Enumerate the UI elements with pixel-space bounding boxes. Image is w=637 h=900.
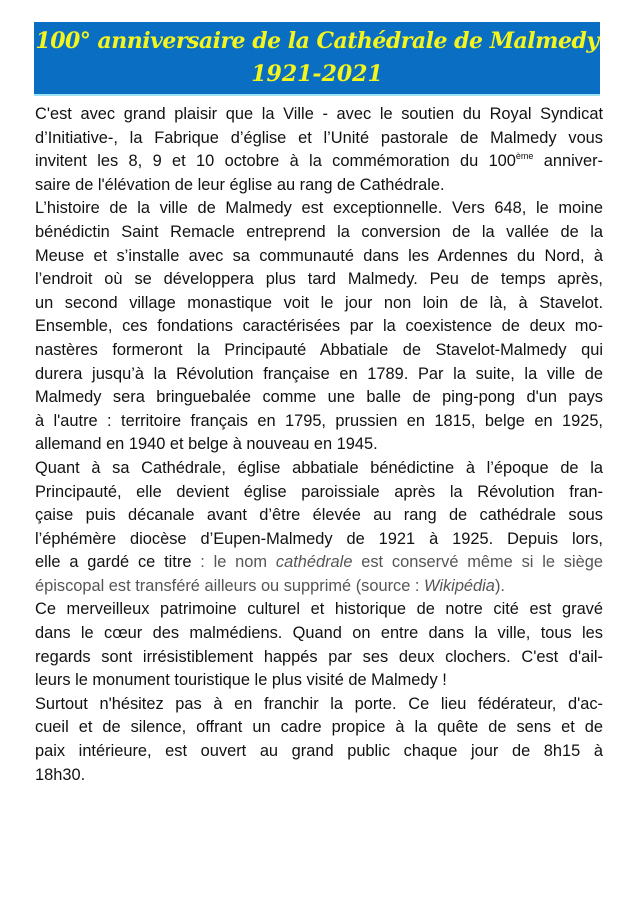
text-line: nastères formeront la Principauté Abbatiale de Stavelot-Malmedy qui — [35, 340, 603, 359]
source-citation: Wikipédia — [424, 576, 495, 595]
text-line: bénédictin Saint Remacle entreprend la conversion de la vallée de la — [35, 222, 603, 241]
text-line: Quant à sa Cathédrale, église abbatiale bénédictine à l’époque de la — [35, 458, 603, 477]
text-line: Surtout n'hésitez pas à en franchir la porte. Ce lieu fédérateur, d'ac- — [35, 694, 603, 713]
text-line: à l'autre : territoire français en 1795, prussien en 1815, belge en 1925, — [35, 411, 603, 430]
text-segment: anniver- — [533, 152, 603, 171]
quote-segment: est conservé même si le siège — [352, 553, 603, 572]
text-line: allemand en 1940 et belge à nouveau en 1945. — [35, 435, 378, 454]
text-line: C'est avec grand plaisir que la Ville - avec le soutien du Royal Syndicat — [35, 105, 603, 123]
quote-italic-term: cathédrale — [275, 553, 353, 572]
text-line: leurs le monument touristique le plus visité de Malmedy ! — [35, 671, 447, 690]
text-line: Ce merveilleux patrimoine culturel et historique de notre cité est gravé — [35, 600, 603, 619]
article-body — [35, 103, 603, 787]
text-line: paix intérieure, est ouvert au grand public chaque jour de 8h15 à — [35, 742, 603, 761]
text-line: dans le cœur des malmédiens. Quand on entre dans la ville, tous les — [35, 624, 603, 643]
superscript-ordinal: ème — [515, 151, 534, 162]
text-line: l’éphémère diocèse d’Eupen-Malmedy de 1921 à 1925. Depuis lors, — [35, 529, 603, 548]
text-line: L’histoire de la ville de Malmedy est exceptionnelle. Vers 648, le moine — [35, 199, 603, 218]
text-line: 18h30. — [35, 765, 86, 784]
quote-segment: épiscopal est transféré ailleurs ou supprimé (source : — [35, 576, 425, 595]
text-line: saire de l'élévation de leur église au rang de Cathédrale. — [35, 175, 445, 194]
text-line: regards sont irrésistiblement happés par ses deux clochers. C'est d'ail- — [35, 647, 603, 666]
text-line: durera jusqu’à la Révolution française en 1789. Par la suite, la ville de — [35, 364, 603, 383]
text-line — [35, 575, 603, 599]
text-line — [35, 150, 603, 174]
banner-years: 1921-2021 — [251, 61, 383, 87]
text-line: Ensemble, ces fondations caractérisées par la coexistence de deux mo- — [35, 317, 603, 336]
banner-title: 100° anniversaire de la Cathédrale de Malmedy — [35, 28, 599, 54]
text-line: Principauté, elle devient église paroissiale après la Révolution fran- — [35, 482, 603, 501]
text-line: l’endroit où se développera plus tard Malmedy. Peu de temps après, — [35, 270, 603, 289]
title-banner — [34, 22, 600, 96]
quote-segment: : le nom — [200, 553, 276, 572]
text-line: çaise puis décanale avant d’être élevée au rang de cathédrale sous — [35, 506, 603, 525]
text-line: un second village monastique voit le jour non loin de là, à Stavelot. — [35, 293, 603, 312]
text-line: Meuse et s’installe avec sa communauté dans les Ardennes du Nord, à — [35, 246, 603, 265]
quote-segment: ). — [494, 576, 505, 595]
text-line: Malmedy sera bringuebalée comme une balle de ping-pong d'un pays — [35, 388, 603, 407]
text-segment: elle a gardé ce titre — [35, 553, 201, 572]
text-segment: invitent les 8, 9 et 10 octobre à la commémoration du 100 — [35, 152, 516, 171]
text-line: cueil et de silence, offrant un cadre propice à la quête de sens et de — [35, 718, 603, 737]
text-line — [35, 551, 603, 575]
text-line: d’Initiative-, la Fabrique d’église et l’Unité pastorale de Malmedy vous — [35, 128, 603, 147]
